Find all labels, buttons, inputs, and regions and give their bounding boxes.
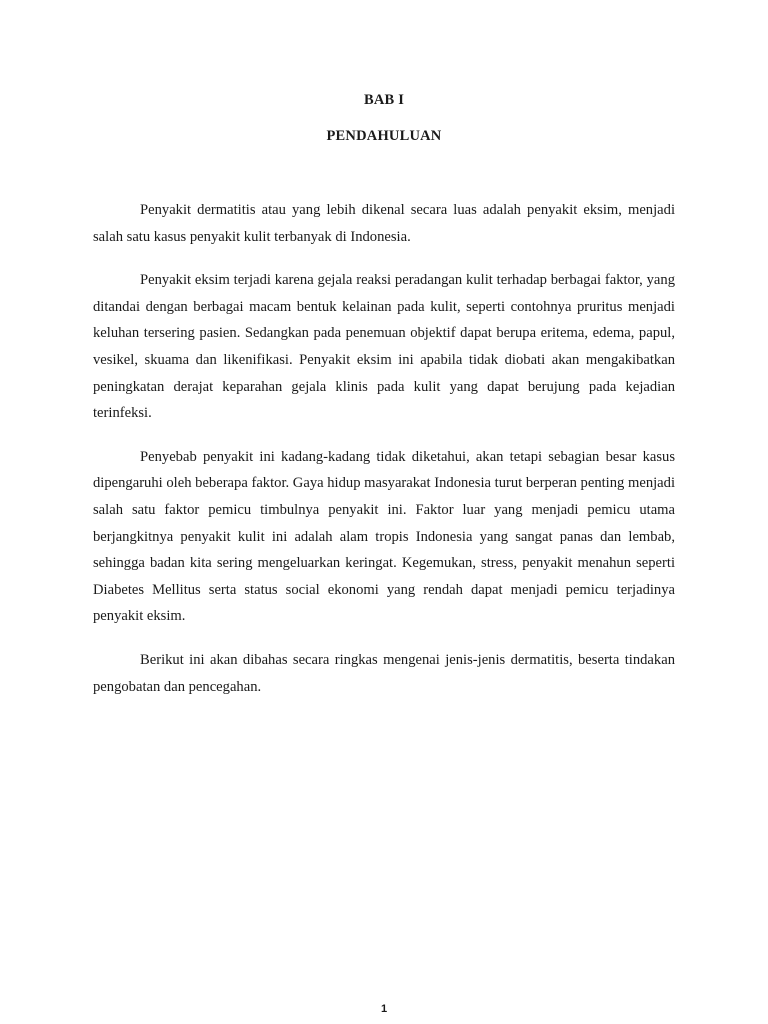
paragraph-4: Berikut ini akan dibahas secara ringkas mengenai jenis-jenis dermatitis, beserta tindakan pengobatan dan pencegahan. [93, 651, 675, 695]
chapter-number: BAB I [363, 92, 405, 108]
body-text [93, 197, 675, 717]
chapter-title: PENDAHULUAN [326, 128, 442, 144]
paragraph-2: Penyakit eksim terjadi karena gejala reaksi peradangan kulit terhadap berbagai faktor, yang ditandai dengan berbagai macam bentuk kelainan pada kulit, seperti contohnya pruritus menjadi keluhan tersering pasien. Sedangkan pada penemuan objektif dapat berupa eritema, edema, papul, vesikel, skuama dan likenifikasi. Penyakit eksim ini apabila tidak diobati akan mengakibatkan peningkatan derajat keparahan gejala klinis pada kulit yang dapat berujung pada kejadian terinfeksi. [93, 272, 675, 422]
paragraph-3: Penyebab penyakit ini kadang-kadang tidak diketahui, akan tetapi sebagian besar kasus dipengaruhi oleh beberapa faktor. Gaya hidup masyarakat Indonesia turut berperan penting menjadi salah satu faktor pemicu timbulnya penyakit ini. Faktor luar yang menjadi pemicu utama berjangkitnya penyakit kulit ini adalah alam tropis Indonesia yang sangat panas dan lembab, sehingga badan kita sering mengeluarkan keringat. Kegemukan, stress, penyakit menahun seperti Diabetes Mellitus serta status social ekonomi yang rendah dapat menjadi pemicu terjadinya penyakit eksim. [93, 448, 675, 625]
page-number: 1 [380, 1003, 388, 1015]
paragraph-1: Penyakit dermatitis atau yang lebih dikenal secara luas adalah penyakit eksim, menjadi salah satu kasus penyakit kulit terbanyak di Indonesia. [93, 202, 675, 245]
